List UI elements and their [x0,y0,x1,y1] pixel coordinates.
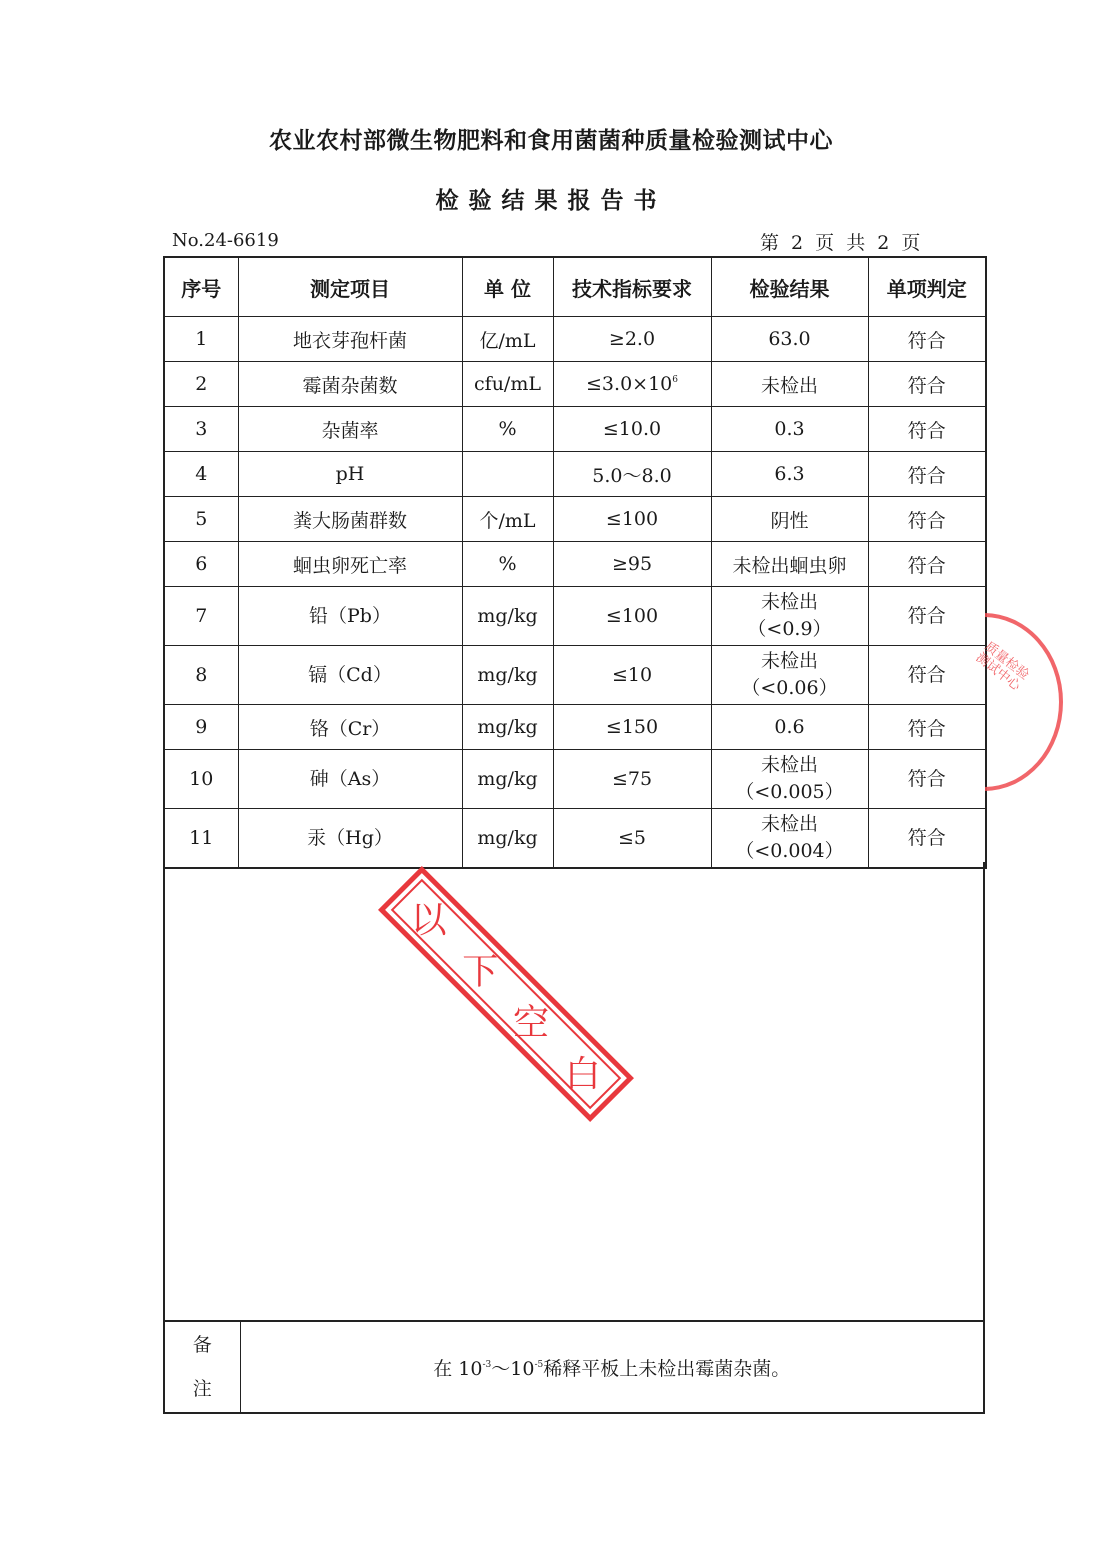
cell-result: 未检出蛔虫卵 [711,542,868,587]
cell-item: pH [238,452,462,497]
requirement-exponent: 6 [672,375,678,385]
cell-no: 4 [164,452,238,497]
cell-requirement: ≥95 [553,542,711,587]
column-header: 序号 [164,257,238,317]
report-number: No.24-6619 [172,230,279,251]
result-detection-limit: （<0.9） [747,618,832,640]
cell-unit: 个/mL [462,497,553,542]
cell-result [711,809,868,869]
table-row [164,362,986,407]
table-row [164,542,986,587]
cell-unit: mg/kg [462,750,553,809]
requirement-base: ≤3.0×10 [586,373,673,395]
cell-unit: mg/kg [462,809,553,869]
cell-judgement: 符合 [868,750,986,809]
result-detection-limit: （<0.004） [735,840,844,862]
remarks-table [163,1320,985,1414]
table-row [164,317,986,362]
table-row [164,750,986,809]
cell-item: 杂菌率 [238,407,462,452]
remarks-text-part: ～10 [491,1357,535,1380]
stamp-char: 白 [564,1053,601,1095]
seal-text: 质量检验测试中心 [972,639,1032,695]
cell-no: 2 [164,362,238,407]
remarks-exponent: -3 [482,1359,492,1370]
cell-requirement: ≤10 [553,646,711,705]
stamp-char: 下 [462,950,499,992]
cell-no: 9 [164,705,238,750]
cell-item: 蛔虫卵死亡率 [238,542,462,587]
table-row [164,809,986,869]
cell-requirement: 5.0～8.0 [553,452,711,497]
cell-judgement: 符合 [868,362,986,407]
remarks-text-part: 在 10 [433,1357,483,1380]
cell-no: 1 [164,317,238,362]
cell-unit: % [462,542,553,587]
cell-requirement: ≤100 [553,497,711,542]
table-row [164,452,986,497]
cell-no: 8 [164,646,238,705]
cell-judgement: 符合 [868,646,986,705]
cell-requirement: ≤75 [553,750,711,809]
cell-result: 63.0 [711,317,868,362]
stamp-char: 以 [411,899,448,941]
cell-no: 10 [164,750,238,809]
cell-result [711,750,868,809]
cell-judgement: 符合 [868,587,986,646]
result-main: 未检出 [760,591,818,613]
cell-item: 粪大肠菌群数 [238,497,462,542]
page-counter: 第 2 页 共 2 页 [760,232,921,254]
remarks-text-part: 稀释平板上未检出霉菌杂菌。 [543,1357,791,1380]
column-header: 单项判定 [868,257,986,317]
cell-result: 6.3 [711,452,868,497]
cell-result: 0.6 [711,705,868,750]
cell-requirement: ≥2.0 [553,317,711,362]
result-main: 未检出 [760,754,818,776]
cell-judgement: 符合 [868,452,986,497]
cell-item: 铬（Cr） [238,705,462,750]
column-header: 检验结果 [711,257,868,317]
column-header: 技术指标要求 [553,257,711,317]
table-row [164,407,986,452]
table-header-row [164,257,986,317]
result-main: 未检出 [760,650,818,672]
remarks-label-char: 备 [192,1334,212,1356]
cell-requirement: ≤10.0 [553,407,711,452]
cell-result: 0.3 [711,407,868,452]
table-row [164,497,986,542]
cell-result [711,587,868,646]
cell-item: 铅（Pb） [238,587,462,646]
cell-no: 6 [164,542,238,587]
cell-unit: % [462,407,553,452]
result-main: 未检出 [760,813,818,835]
cell-unit: mg/kg [462,587,553,646]
cell-unit [462,452,553,497]
result-detection-limit: （<0.06） [741,677,838,699]
column-header: 测定项目 [238,257,462,317]
cell-requirement [553,362,711,407]
cell-unit: mg/kg [462,705,553,750]
cell-result: 未检出 [711,362,868,407]
cell-judgement: 符合 [868,705,986,750]
cell-judgement: 符合 [868,317,986,362]
stamp-char: 空 [513,1002,550,1044]
cell-requirement: ≤5 [553,809,711,869]
cell-unit: 亿/mL [462,317,553,362]
cell-judgement: 符合 [868,809,986,869]
cell-no: 5 [164,497,238,542]
cell-item: 地衣芽孢杆菌 [238,317,462,362]
report-title: 检验结果报告书 [435,188,667,214]
cell-judgement: 符合 [868,407,986,452]
cell-result: 阴性 [711,497,868,542]
seal-ring [985,613,1063,791]
cell-no: 11 [164,809,238,869]
cell-requirement: ≤100 [553,587,711,646]
cell-item: 霉菌杂菌数 [238,362,462,407]
cell-unit: mg/kg [462,646,553,705]
result-detection-limit: （<0.005） [735,781,844,803]
cell-unit: cfu/mL [462,362,553,407]
cell-result [711,646,868,705]
cell-judgement: 符合 [868,542,986,587]
remarks-exponent: -5 [534,1359,544,1370]
remarks-row [164,1321,984,1413]
remarks-label [164,1321,240,1413]
official-seal [985,600,1102,800]
cell-item: 镉（Cd） [238,646,462,705]
cell-requirement: ≤150 [553,705,711,750]
cell-item: 汞（Hg） [238,809,462,869]
remarks-label-char: 注 [192,1378,212,1400]
organization-title: 农业农村部微生物肥料和食用菌菌种质量检验测试中心 [269,128,833,154]
table-row [164,705,986,750]
remarks-text [240,1321,984,1413]
cell-no: 7 [164,587,238,646]
cell-judgement: 符合 [868,497,986,542]
table-row [164,646,986,705]
column-header: 单 位 [462,257,553,317]
table-row [164,587,986,646]
cell-no: 3 [164,407,238,452]
cell-item: 砷（As） [238,750,462,809]
results-table [163,256,987,869]
